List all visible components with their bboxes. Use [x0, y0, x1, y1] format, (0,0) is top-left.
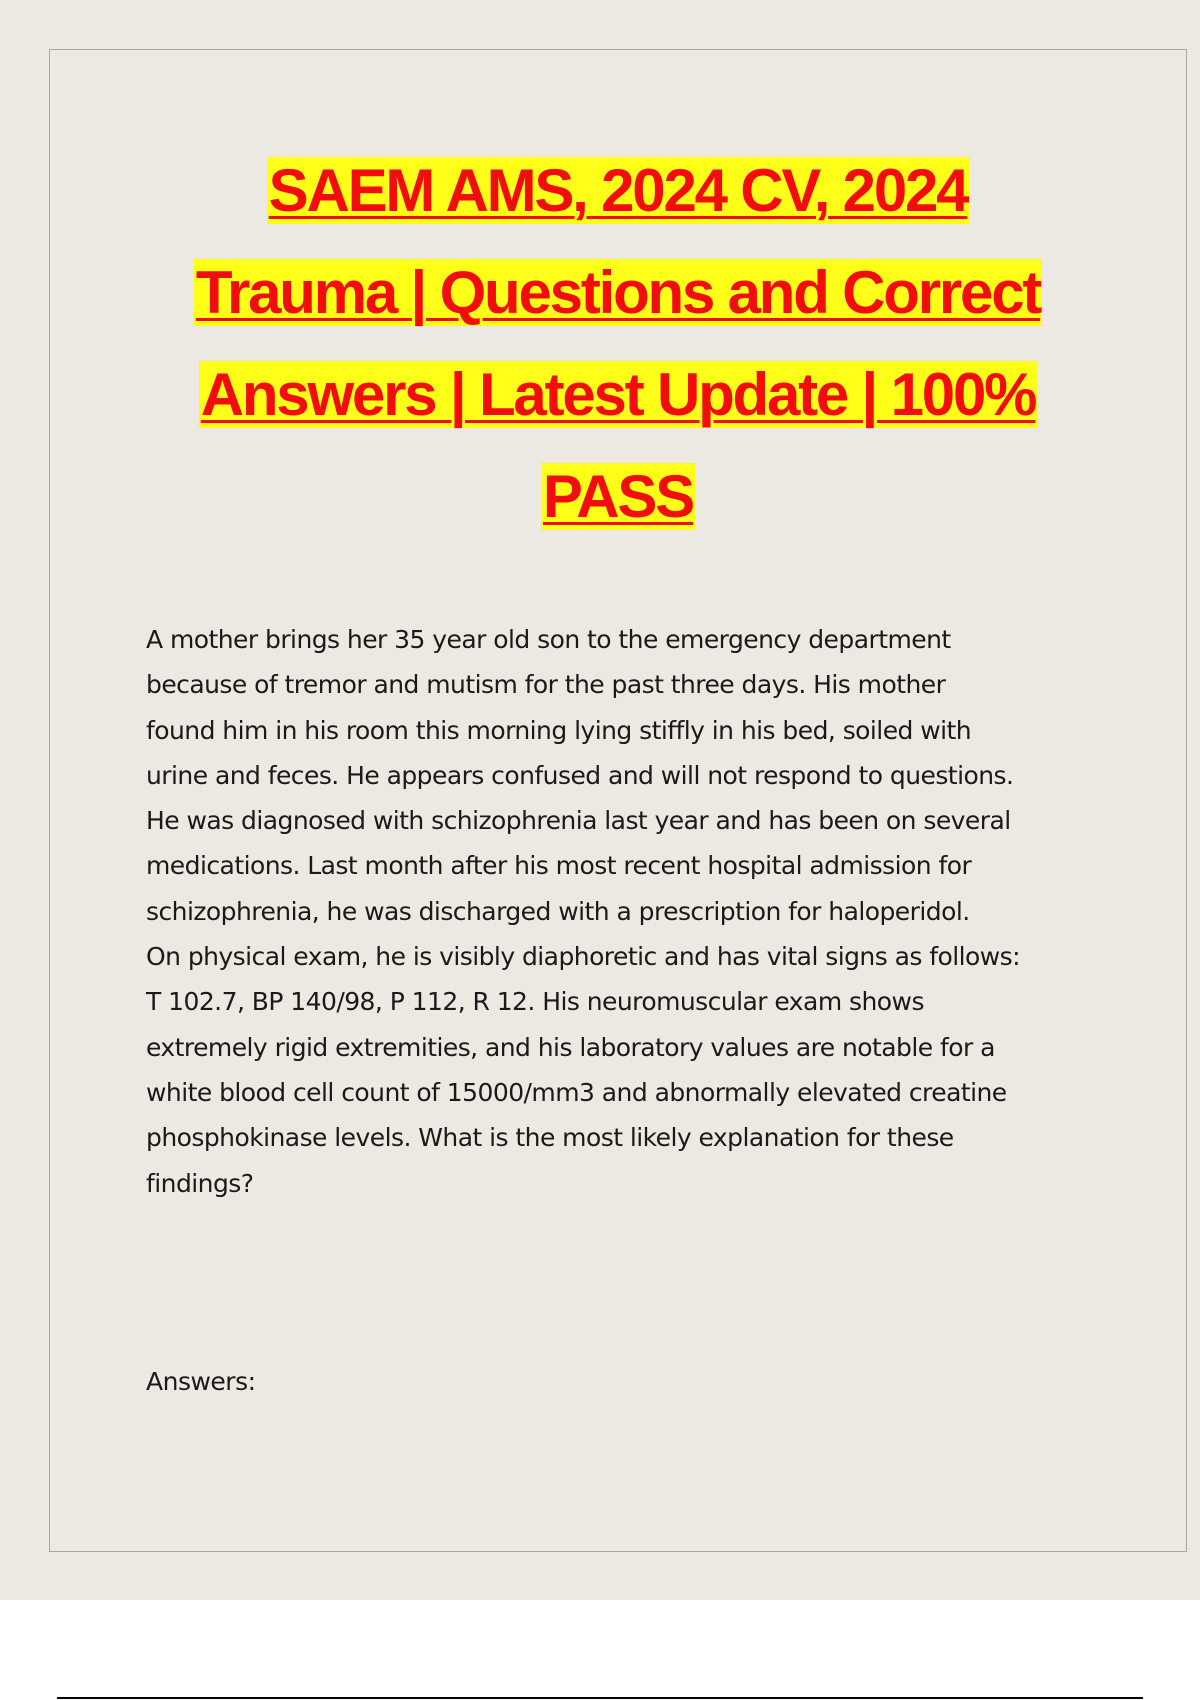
question-line: On physical exam, he is visibly diaphoretic and has vital signs as follows: [146, 942, 1021, 972]
title-line [49, 446, 1187, 548]
question-line: He was diagnosed with schizophrenia last year and has been on several [146, 806, 1011, 836]
title-text: Answers | Latest Update | 100% [200, 361, 1036, 428]
title-text: PASS [542, 463, 694, 530]
title-line [49, 140, 1187, 242]
question-line: white blood cell count of 15000/mm3 and abnormally elevated creatine [146, 1077, 1007, 1107]
question-line: T 102.7, BP 140/98, P 112, R 12. His neuromuscular exam shows [146, 987, 924, 1017]
title-text: SAEM AMS, 2024 CV, 2024 [268, 157, 968, 224]
footer-divider [57, 1697, 1143, 1699]
question-paragraph [146, 617, 1106, 1206]
question-line: A mother brings her 35 year old son to the emergency department [146, 625, 951, 654]
title-text: Trauma | Questions and Correct [195, 259, 1041, 326]
question-line: because of tremor and mutism for the past three days. His mother [146, 670, 946, 700]
question-line: medications. Last month after his most recent hospital admission for [146, 851, 972, 881]
question-line: extremely rigid extremities, and his laboratory values are notable for a [146, 1032, 995, 1062]
question-line: urine and feces. He appears confused and will not respond to questions. [146, 760, 1014, 790]
question-line: findings? [146, 1168, 254, 1198]
answers-label: Answers: [146, 1367, 256, 1396]
title-line [49, 344, 1187, 446]
question-line: found him in his room this morning lying stiffly in his bed, soiled with [146, 715, 972, 745]
title-line [49, 242, 1187, 344]
question-line: schizophrenia, he was discharged with a prescription for haloperidol. [146, 896, 970, 926]
question-line: phosphokinase levels. What is the most likely explanation for these [146, 1123, 954, 1153]
document-title [49, 140, 1187, 548]
